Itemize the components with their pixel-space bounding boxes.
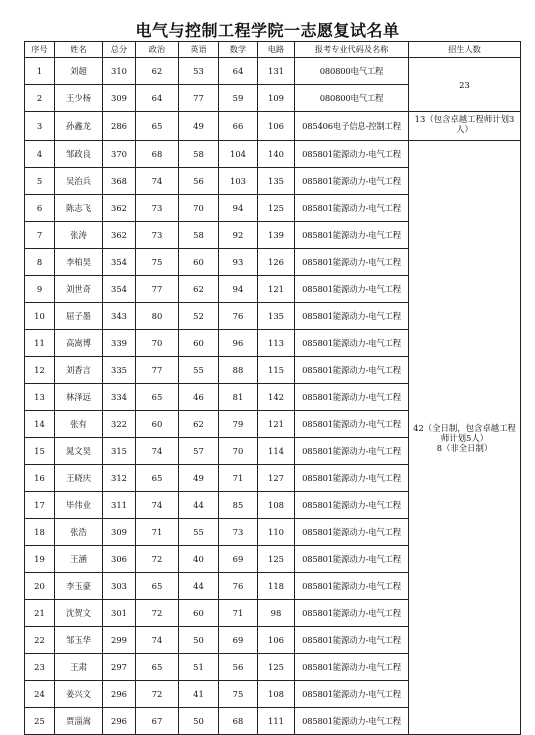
cell-no: 23 xyxy=(25,654,55,681)
cell-major: 085801能源动力-电气工程 xyxy=(295,708,409,735)
cell-math: 69 xyxy=(219,627,258,654)
cell-major: 085801能源动力-电气工程 xyxy=(295,276,409,303)
cell-no: 10 xyxy=(25,303,55,330)
cell-circuit: 114 xyxy=(258,438,295,465)
cell-major: 085801能源动力-电气工程 xyxy=(295,411,409,438)
cell-math: 68 xyxy=(219,708,258,735)
cell-politics: 77 xyxy=(136,357,179,384)
cell-name: 王晓庆 xyxy=(55,465,103,492)
cell-total: 299 xyxy=(103,627,136,654)
cell-math: 81 xyxy=(219,384,258,411)
cell-name: 沈贺文 xyxy=(55,600,103,627)
cell-name: 李柏昊 xyxy=(55,249,103,276)
cell-major: 085406电子信息-控制工程 xyxy=(295,112,409,141)
cell-circuit: 140 xyxy=(258,141,295,168)
cell-circuit: 142 xyxy=(258,384,295,411)
cell-math: 69 xyxy=(219,546,258,573)
cell-no: 25 xyxy=(25,708,55,735)
cell-english: 44 xyxy=(179,573,219,600)
cell-politics: 64 xyxy=(136,85,179,112)
cell-total: 315 xyxy=(103,438,136,465)
cell-math: 92 xyxy=(219,222,258,249)
cell-total: 303 xyxy=(103,573,136,600)
cell-no: 9 xyxy=(25,276,55,303)
cell-math: 94 xyxy=(219,276,258,303)
cell-english: 62 xyxy=(179,411,219,438)
cell-circuit: 131 xyxy=(258,58,295,85)
cell-circuit: 118 xyxy=(258,573,295,600)
cell-english: 58 xyxy=(179,141,219,168)
cell-total: 297 xyxy=(103,654,136,681)
cell-math: 88 xyxy=(219,357,258,384)
cell-english: 52 xyxy=(179,303,219,330)
cell-name: 邹政良 xyxy=(55,141,103,168)
cell-total: 368 xyxy=(103,168,136,195)
cell-circuit: 126 xyxy=(258,249,295,276)
interview-list-table xyxy=(24,41,521,735)
cell-math: 76 xyxy=(219,573,258,600)
cell-circuit: 106 xyxy=(258,112,295,141)
cell-math: 79 xyxy=(219,411,258,438)
cell-name: 李玉豪 xyxy=(55,573,103,600)
cell-circuit: 108 xyxy=(258,681,295,708)
cell-english: 50 xyxy=(179,708,219,735)
cell-no: 20 xyxy=(25,573,55,600)
cell-math: 71 xyxy=(219,465,258,492)
table-row xyxy=(25,141,521,168)
cell-total: 354 xyxy=(103,276,136,303)
cell-total: 286 xyxy=(103,112,136,141)
cell-english: 53 xyxy=(179,58,219,85)
cell-name: 毕伟业 xyxy=(55,492,103,519)
cell-english: 40 xyxy=(179,546,219,573)
cell-circuit: 108 xyxy=(258,492,295,519)
cell-english: 60 xyxy=(179,330,219,357)
cell-circuit: 110 xyxy=(258,519,295,546)
cell-english: 46 xyxy=(179,384,219,411)
cell-math: 56 xyxy=(219,654,258,681)
cell-total: 362 xyxy=(103,222,136,249)
header-name: 姓名 xyxy=(55,42,103,58)
cell-total: 309 xyxy=(103,85,136,112)
cell-major: 085801能源动力-电气工程 xyxy=(295,681,409,708)
header-major: 报考专业代码及名称 xyxy=(295,42,409,58)
cell-major: 085801能源动力-电气工程 xyxy=(295,303,409,330)
cell-no: 22 xyxy=(25,627,55,654)
cell-english: 57 xyxy=(179,438,219,465)
cell-english: 56 xyxy=(179,168,219,195)
header-no: 序号 xyxy=(25,42,55,58)
cell-politics: 80 xyxy=(136,303,179,330)
cell-name: 刘世奇 xyxy=(55,276,103,303)
cell-major: 085801能源动力-电气工程 xyxy=(295,168,409,195)
cell-no: 3 xyxy=(25,112,55,141)
cell-circuit: 113 xyxy=(258,330,295,357)
quota-cell-group3: 42（全日制，包含卓越工程师计划5人） 8（非全日制） xyxy=(409,141,521,735)
cell-politics: 65 xyxy=(136,573,179,600)
cell-total: 370 xyxy=(103,141,136,168)
cell-name: 王涵 xyxy=(55,546,103,573)
cell-name: 孙鑫龙 xyxy=(55,112,103,141)
cell-name: 刘超 xyxy=(55,58,103,85)
cell-no: 24 xyxy=(25,681,55,708)
cell-math: 96 xyxy=(219,330,258,357)
cell-circuit: 109 xyxy=(258,85,295,112)
cell-no: 6 xyxy=(25,195,55,222)
cell-name: 贾淄嵩 xyxy=(55,708,103,735)
cell-major: 085801能源动力-电气工程 xyxy=(295,357,409,384)
cell-major: 085801能源动力-电气工程 xyxy=(295,519,409,546)
cell-english: 50 xyxy=(179,627,219,654)
cell-no: 17 xyxy=(25,492,55,519)
cell-english: 51 xyxy=(179,654,219,681)
cell-name: 高嵩博 xyxy=(55,330,103,357)
cell-english: 60 xyxy=(179,600,219,627)
cell-total: 309 xyxy=(103,519,136,546)
cell-politics: 71 xyxy=(136,519,179,546)
header-total: 总分 xyxy=(103,42,136,58)
header-math: 数学 xyxy=(219,42,258,58)
cell-math: 104 xyxy=(219,141,258,168)
cell-major: 085801能源动力-电气工程 xyxy=(295,249,409,276)
header-english: 英语 xyxy=(179,42,219,58)
cell-english: 44 xyxy=(179,492,219,519)
cell-total: 354 xyxy=(103,249,136,276)
cell-politics: 72 xyxy=(136,681,179,708)
cell-no: 5 xyxy=(25,168,55,195)
cell-major: 085801能源动力-电气工程 xyxy=(295,465,409,492)
cell-politics: 65 xyxy=(136,384,179,411)
cell-name: 林泽远 xyxy=(55,384,103,411)
quota-cell-group1: 23 xyxy=(409,58,521,112)
cell-politics: 74 xyxy=(136,492,179,519)
cell-politics: 65 xyxy=(136,654,179,681)
cell-major: 085801能源动力-电气工程 xyxy=(295,600,409,627)
cell-circuit: 125 xyxy=(258,195,295,222)
cell-politics: 74 xyxy=(136,168,179,195)
cell-english: 70 xyxy=(179,195,219,222)
cell-major: 085801能源动力-电气工程 xyxy=(295,654,409,681)
table-row xyxy=(25,58,521,85)
cell-english: 49 xyxy=(179,112,219,141)
cell-major: 085801能源动力-电气工程 xyxy=(295,573,409,600)
cell-major: 085801能源动力-电气工程 xyxy=(295,384,409,411)
cell-english: 62 xyxy=(179,276,219,303)
cell-major: 085801能源动力-电气工程 xyxy=(295,438,409,465)
cell-circuit: 106 xyxy=(258,627,295,654)
cell-politics: 70 xyxy=(136,330,179,357)
cell-no: 18 xyxy=(25,519,55,546)
cell-total: 339 xyxy=(103,330,136,357)
cell-major: 080800电气工程 xyxy=(295,85,409,112)
cell-total: 322 xyxy=(103,411,136,438)
cell-math: 93 xyxy=(219,249,258,276)
cell-politics: 73 xyxy=(136,222,179,249)
cell-total: 311 xyxy=(103,492,136,519)
cell-name: 姜兴文 xyxy=(55,681,103,708)
cell-circuit: 135 xyxy=(258,168,295,195)
cell-circuit: 115 xyxy=(258,357,295,384)
cell-no: 15 xyxy=(25,438,55,465)
cell-politics: 72 xyxy=(136,546,179,573)
cell-name: 陈志飞 xyxy=(55,195,103,222)
cell-math: 64 xyxy=(219,58,258,85)
cell-circuit: 135 xyxy=(258,303,295,330)
cell-total: 296 xyxy=(103,708,136,735)
cell-politics: 60 xyxy=(136,411,179,438)
cell-major: 085801能源动力-电气工程 xyxy=(295,330,409,357)
cell-name: 张浩 xyxy=(55,519,103,546)
cell-total: 335 xyxy=(103,357,136,384)
cell-no: 8 xyxy=(25,249,55,276)
cell-politics: 73 xyxy=(136,195,179,222)
cell-english: 77 xyxy=(179,85,219,112)
cell-name: 王少杨 xyxy=(55,85,103,112)
cell-major: 085801能源动力-电气工程 xyxy=(295,195,409,222)
cell-politics: 68 xyxy=(136,141,179,168)
cell-no: 7 xyxy=(25,222,55,249)
cell-total: 362 xyxy=(103,195,136,222)
cell-major: 085801能源动力-电气工程 xyxy=(295,141,409,168)
cell-english: 49 xyxy=(179,465,219,492)
cell-name: 刘香言 xyxy=(55,357,103,384)
header-circuit: 电路 xyxy=(258,42,295,58)
cell-name: 张涛 xyxy=(55,222,103,249)
cell-english: 41 xyxy=(179,681,219,708)
cell-math: 103 xyxy=(219,168,258,195)
cell-math: 75 xyxy=(219,681,258,708)
cell-no: 16 xyxy=(25,465,55,492)
cell-no: 14 xyxy=(25,411,55,438)
cell-politics: 74 xyxy=(136,627,179,654)
cell-math: 76 xyxy=(219,303,258,330)
cell-circuit: 121 xyxy=(258,276,295,303)
cell-name: 张有 xyxy=(55,411,103,438)
cell-total: 312 xyxy=(103,465,136,492)
cell-politics: 62 xyxy=(136,58,179,85)
cell-no: 4 xyxy=(25,141,55,168)
cell-english: 60 xyxy=(179,249,219,276)
cell-math: 71 xyxy=(219,600,258,627)
cell-math: 66 xyxy=(219,112,258,141)
cell-politics: 65 xyxy=(136,465,179,492)
cell-no: 12 xyxy=(25,357,55,384)
header-politics: 政治 xyxy=(136,42,179,58)
cell-english: 58 xyxy=(179,222,219,249)
cell-major: 085801能源动力-电气工程 xyxy=(295,546,409,573)
cell-math: 73 xyxy=(219,519,258,546)
cell-total: 334 xyxy=(103,384,136,411)
cell-no: 21 xyxy=(25,600,55,627)
cell-total: 301 xyxy=(103,600,136,627)
cell-politics: 77 xyxy=(136,276,179,303)
cell-circuit: 111 xyxy=(258,708,295,735)
cell-name: 邹玉华 xyxy=(55,627,103,654)
cell-major: 080800电气工程 xyxy=(295,58,409,85)
cell-circuit: 121 xyxy=(258,411,295,438)
cell-total: 296 xyxy=(103,681,136,708)
cell-politics: 75 xyxy=(136,249,179,276)
page-title: 电气与控制工程学院一志愿复试名单 xyxy=(135,21,400,40)
cell-politics: 65 xyxy=(136,112,179,141)
cell-name: 晁文昊 xyxy=(55,438,103,465)
cell-major: 085801能源动力-电气工程 xyxy=(295,222,409,249)
cell-name: 屈子墨 xyxy=(55,303,103,330)
cell-english: 55 xyxy=(179,357,219,384)
cell-no: 2 xyxy=(25,85,55,112)
cell-major: 085801能源动力-电气工程 xyxy=(295,627,409,654)
cell-math: 70 xyxy=(219,438,258,465)
cell-circuit: 125 xyxy=(258,654,295,681)
header-row xyxy=(25,42,521,58)
cell-politics: 67 xyxy=(136,708,179,735)
cell-total: 306 xyxy=(103,546,136,573)
cell-no: 19 xyxy=(25,546,55,573)
cell-major: 085801能源动力-电气工程 xyxy=(295,492,409,519)
cell-no: 1 xyxy=(25,58,55,85)
cell-math: 94 xyxy=(219,195,258,222)
cell-politics: 72 xyxy=(136,600,179,627)
cell-total: 343 xyxy=(103,303,136,330)
cell-math: 85 xyxy=(219,492,258,519)
cell-no: 11 xyxy=(25,330,55,357)
cell-name: 吴治兵 xyxy=(55,168,103,195)
cell-circuit: 125 xyxy=(258,546,295,573)
cell-no: 13 xyxy=(25,384,55,411)
cell-name: 王肃 xyxy=(55,654,103,681)
cell-circuit: 139 xyxy=(258,222,295,249)
table-row xyxy=(25,112,521,141)
cell-total: 310 xyxy=(103,58,136,85)
cell-circuit: 127 xyxy=(258,465,295,492)
cell-math: 59 xyxy=(219,85,258,112)
quota-cell-group2: 13（包含卓越工程师计划3人） xyxy=(409,112,521,141)
cell-politics: 74 xyxy=(136,438,179,465)
cell-english: 55 xyxy=(179,519,219,546)
header-quota: 招生人数 xyxy=(409,42,521,58)
table-body xyxy=(25,58,521,735)
cell-circuit: 98 xyxy=(258,600,295,627)
